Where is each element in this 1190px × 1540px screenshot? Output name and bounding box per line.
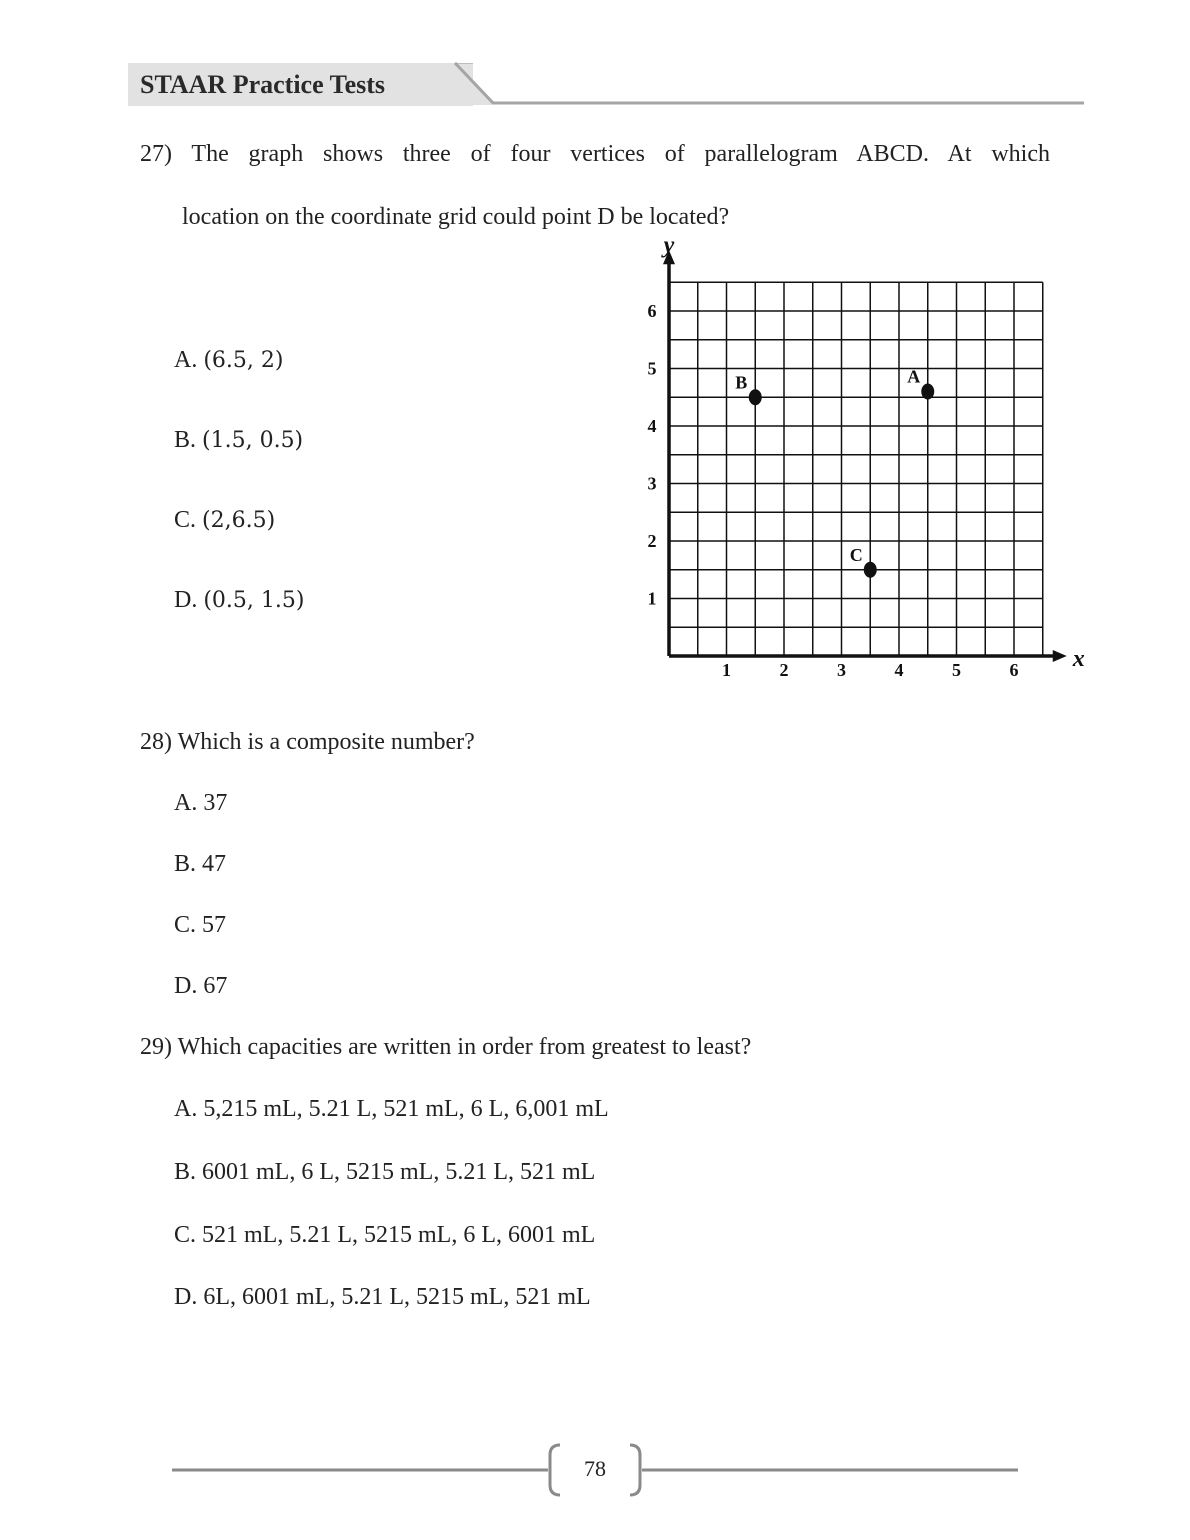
option-letter: B.	[174, 851, 197, 877]
option-letter: B.	[174, 427, 197, 453]
option-letter: A.	[174, 347, 198, 373]
option-letter: D.	[174, 973, 198, 999]
option-value: (0.5, 1.5)	[203, 588, 305, 613]
option-value: (1.5, 0.5)	[202, 428, 304, 453]
q27-option-d[interactable]	[174, 587, 304, 614]
x-axis-arrow	[1053, 650, 1067, 662]
x-tick-label: 2	[779, 660, 789, 680]
option-letter: A.	[174, 1096, 198, 1122]
q27-option-b[interactable]	[174, 427, 303, 454]
option-value: (2,6.5)	[202, 508, 276, 533]
x-tick-label: 1	[722, 660, 731, 680]
point-c	[864, 562, 877, 578]
option-value: 6L, 6001 mL, 5.21 L, 5215 mL, 521 mL	[203, 1284, 591, 1310]
option-letter: D.	[174, 587, 198, 613]
header-rule	[0, 0, 1190, 120]
q27-option-a[interactable]	[174, 347, 283, 374]
q29-option-a[interactable]	[174, 1096, 609, 1123]
option-value: 37	[203, 790, 228, 816]
question-number: 27)	[140, 141, 172, 167]
y-tick-label: 2	[647, 531, 657, 551]
q28-option-b[interactable]	[174, 851, 226, 878]
x-axis-label: x	[1072, 646, 1085, 672]
q29-option-d[interactable]	[174, 1284, 591, 1311]
y-tick-label: 1	[647, 588, 657, 609]
x-tick-label: 3	[837, 660, 846, 680]
coordinate-grid	[600, 235, 1100, 685]
page-number: 78	[584, 1456, 606, 1481]
question-29	[140, 1034, 751, 1061]
option-value: 47	[202, 851, 227, 877]
x-tick-label: 4	[894, 660, 904, 680]
option-value: 5,215 mL, 5.21 L, 521 mL, 6 L, 6,001 mL	[203, 1096, 609, 1122]
y-tick-label: 5	[647, 358, 657, 379]
q29-option-b[interactable]	[174, 1159, 595, 1186]
q28-option-c[interactable]	[174, 912, 226, 939]
y-tick-label: 3	[647, 473, 657, 494]
question-text: Which is a composite number?	[177, 729, 475, 755]
option-letter: C.	[174, 1222, 197, 1248]
x-tick-label: 5	[952, 660, 961, 680]
point-label-a: A	[907, 366, 921, 387]
option-letter: B.	[174, 1159, 197, 1185]
q27-option-c[interactable]	[174, 507, 275, 534]
q29-option-c[interactable]	[174, 1222, 595, 1249]
y-axis-label: y	[663, 235, 675, 259]
option-value: (6.5, 2)	[203, 348, 284, 373]
option-value: 67	[203, 973, 228, 999]
point-label-c: C	[849, 544, 863, 565]
point-label-b: B	[735, 372, 748, 393]
option-value: 57	[202, 912, 227, 938]
q28-option-a[interactable]	[174, 790, 227, 817]
question-text: Which capacities are written in order from greatest to least?	[177, 1034, 752, 1060]
y-tick-label: 4	[647, 416, 657, 436]
x-tick-label: 6	[1009, 660, 1019, 680]
page-header-title: STAAR Practice Tests	[140, 70, 386, 99]
y-tick-label: 6	[647, 301, 657, 321]
option-letter: A.	[174, 790, 198, 816]
point-a	[921, 384, 934, 400]
option-letter: D.	[174, 1284, 198, 1310]
q28-option-d[interactable]	[174, 973, 227, 1000]
question-number: 28)	[140, 729, 172, 755]
option-value: 521 mL, 5.21 L, 5215 mL, 6 L, 6001 mL	[202, 1222, 596, 1248]
question-28	[140, 729, 475, 756]
option-value: 6001 mL, 6 L, 5215 mL, 5.21 L, 521 mL	[202, 1159, 596, 1185]
question-27-line2: location on the coordinate grid could point D be located?	[182, 204, 730, 230]
question-text: The graph shows three of four vertices of parallelogram ABCD. At which	[191, 141, 1050, 167]
point-b	[749, 389, 762, 405]
question-27	[140, 141, 1050, 168]
option-letter: C.	[174, 912, 197, 938]
option-letter: C.	[174, 507, 197, 533]
question-number: 29)	[140, 1034, 172, 1060]
